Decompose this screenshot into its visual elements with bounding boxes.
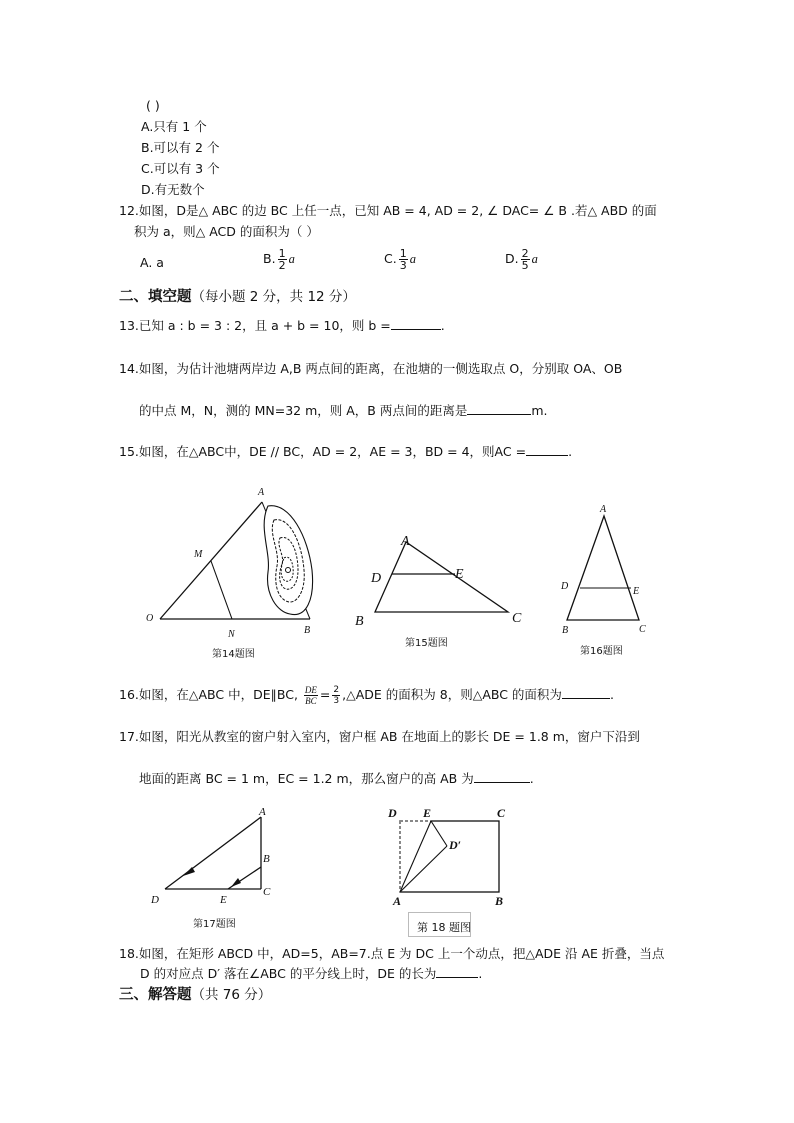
label-d-prime: D′ — [449, 838, 462, 852]
label-a: A — [393, 894, 402, 908]
label-c: C — [497, 806, 506, 820]
label-e: E — [423, 806, 432, 820]
label-c: C — [639, 624, 646, 635]
fraction: $\frac{2}{3}$ — [333, 685, 340, 706]
q14-line1: 14.如图，为估计池塘两岸边 A,B 两点间的距离，在池塘的一侧选取点 O，分别取 OA、OB — [119, 361, 623, 376]
section-3-title: 三、解答题（共 76 分） — [119, 987, 272, 1003]
q17-line2: 地面的距离 BC = 1 m，EC = 1.2 m，那么窗户的高 AB 为 . — [139, 771, 534, 786]
q12-option-d: D. $\frac{2}{5}$ a — [505, 247, 538, 272]
figure-16-caption: 第16题图 — [580, 646, 623, 657]
answer-blank — [467, 402, 531, 415]
figure-17-caption: 第17题图 — [193, 919, 236, 930]
label-b: B — [355, 614, 364, 629]
label-c: C — [512, 611, 522, 626]
q16: 16.如图，在△ABC 中，DE∥BC, $\frac{DE}{BC}$ = $\frac{2}{3}$ ,△ADE 的面积为 8，则△ABC 的面积为 . — [119, 685, 614, 706]
q12-option-a: A. a — [140, 255, 164, 270]
answer-blank — [436, 965, 478, 978]
label-e: E — [455, 567, 464, 582]
fraction: $\frac{DE}{BC}$ — [304, 685, 317, 706]
fraction: $\frac{1}{2}$ — [278, 247, 286, 272]
label-m: M — [194, 549, 203, 560]
q12-line1: 12.如图，D是△ ABC 的边 BC 上任一点，已知 AB = 4, AD = 2, ∠ DAC= ∠ B .若△ ABD 的面 — [119, 203, 657, 218]
q12-option-b: B. $\frac{1}{2}$ a — [263, 247, 295, 272]
q11-option-a: A.只有 1 个 — [141, 119, 207, 134]
q17-line1: 17.如图，阳光从教室的窗户射入室内，窗户框 AB 在地面上的影长 DE = 1.8 m，窗户下沿到 — [119, 729, 640, 744]
q18-line1: 18.如图，在矩形 ABCD 中，AD=5，AB=7.点 E 为 DC 上一个动点，把△ADE 沿 AE 折叠，当点 — [119, 946, 665, 961]
label-e: E — [220, 894, 227, 906]
label-d: D — [388, 806, 397, 820]
label-a: A — [600, 504, 607, 515]
label-a: A — [258, 487, 265, 498]
figure-15-caption: 第15题图 — [405, 638, 448, 649]
q14-line2: 的中点 M，N，测的 MN=32 m，则 A，B 两点间的距离是 m. — [139, 403, 548, 418]
label-b: B — [263, 853, 270, 865]
label-d: D — [561, 581, 569, 592]
q18-line2: D 的对应点 D′ 落在∠ABC 的平分线上时，DE 的长为 . — [140, 966, 483, 981]
figure-18-caption: 第 18 题图 — [417, 921, 471, 934]
label-a: A — [401, 534, 410, 549]
answer-blank — [474, 770, 530, 783]
figure-15 — [350, 530, 535, 630]
label-e: E — [633, 586, 640, 597]
section-2-title: 二、填空题（每小题 2 分，共 12 分） — [119, 289, 356, 305]
label-b: B — [562, 625, 569, 636]
q13: 13.已知 a : b = 3 : 2，且 a + b = 10，则 b = . — [119, 318, 445, 333]
fraction: $\frac{2}{5}$ — [521, 247, 529, 272]
figure-16 — [555, 500, 665, 640]
q11-option-c: C.可以有 3 个 — [141, 161, 220, 176]
figure-18 — [385, 805, 520, 910]
figure-17 — [145, 805, 285, 910]
label-o: O — [146, 613, 154, 624]
label-c: C — [263, 886, 271, 898]
figure-14 — [140, 482, 325, 642]
fraction: $\frac{1}{3}$ — [399, 247, 407, 272]
q11-paren: ( ) — [146, 98, 160, 113]
q12-line2: 积为 a，则△ ACD 的面积为（ ） — [134, 224, 319, 239]
answer-blank — [391, 317, 441, 330]
label-d: D — [151, 894, 159, 906]
q15: 15.如图，在△ABC中，DE // BC，AD = 2，AE = 3，BD = 4，则AC = . — [119, 444, 573, 459]
q12-option-c: C. $\frac{1}{3}$ a — [384, 247, 416, 272]
label-d: D — [371, 571, 382, 586]
label-a: A — [259, 806, 266, 818]
label-b: B — [495, 894, 504, 908]
label-b: B — [304, 625, 311, 636]
answer-blank — [526, 443, 568, 456]
q11-option-b: B.可以有 2 个 — [141, 140, 220, 155]
figure-14-caption: 第14题图 — [212, 649, 255, 660]
q11-option-d: D.有无数个 — [141, 182, 205, 197]
answer-blank — [562, 686, 610, 699]
label-n: N — [228, 629, 235, 640]
